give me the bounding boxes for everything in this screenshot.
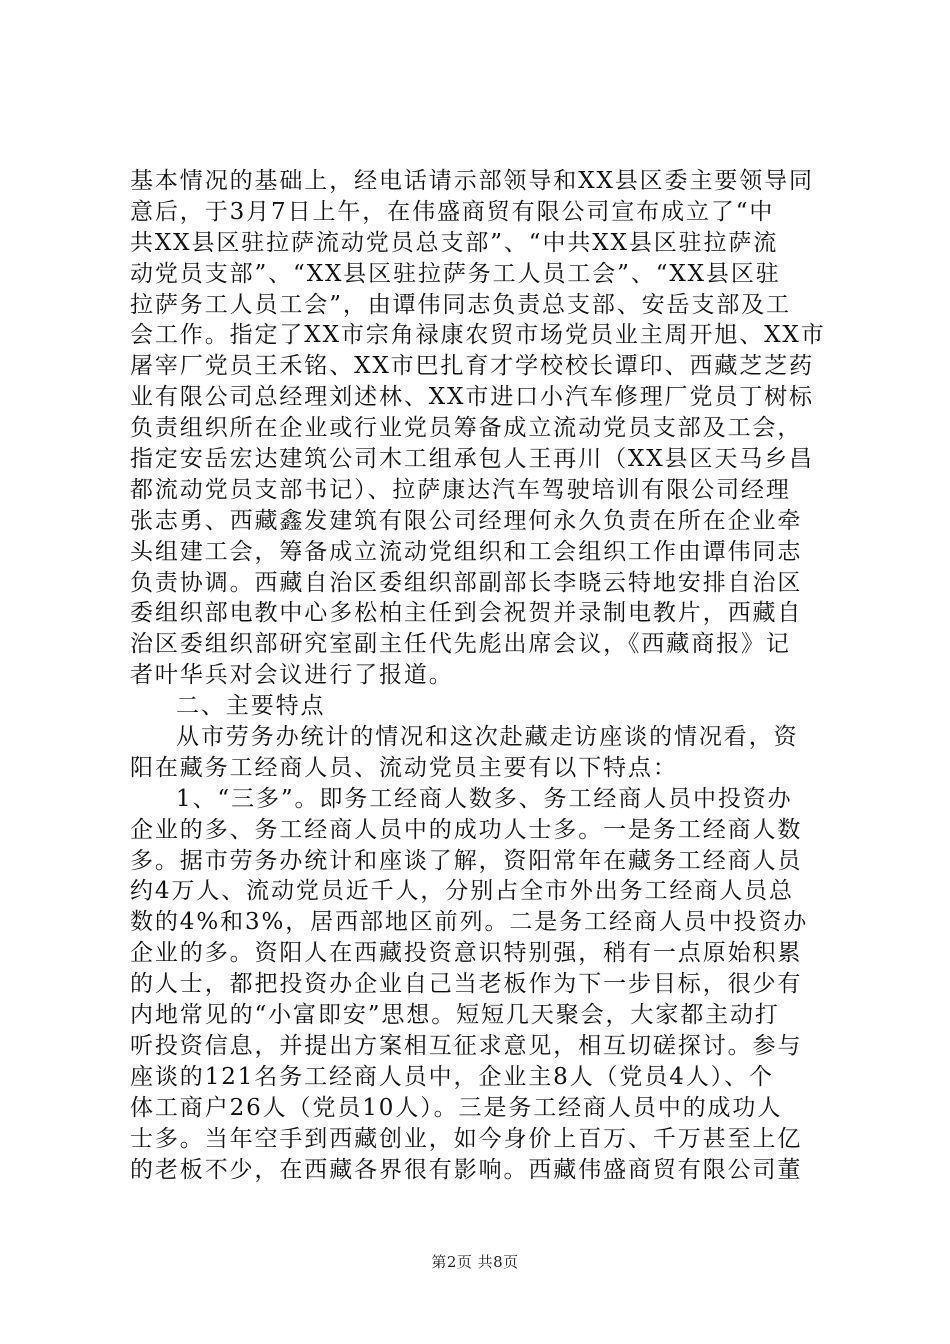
text-line: 拉萨务工人员工会”，由谭伟同志负责总支部、安岳支部及工	[130, 291, 792, 318]
text-line: 的老板不少，在西藏各界很有影响。西藏伟盛商贸有限公司董	[130, 1156, 803, 1183]
text-line: 都流动党员支部书记）、拉萨康达汽车驾驶培训有限公司经理	[130, 476, 791, 503]
text-line: 约4万人、流动党员近千人，分别占全市外出务工经商人员总	[130, 878, 794, 905]
text-line: 二、主要特点	[176, 693, 326, 720]
text-line: 内地常见的“小富即安”思想。短短几天聚会，大家都主动打	[130, 1002, 780, 1029]
text-line: 负责组织所在企业或行业党员筹备成立流动党员支部及工会，	[130, 415, 803, 442]
text-line: 者叶华兵对会议进行了报道。	[130, 662, 454, 689]
text-line: 张志勇、西藏鑫发建筑有限公司经理何永久负责在所在企业牵	[130, 507, 803, 534]
text-line: 治区委组织部研究室副主任代先彪出席会议，《西藏商报》记	[130, 631, 791, 658]
text-line: 听投资信息，并提出方案相互征求意见，相互切磋探讨。参与	[130, 1032, 803, 1059]
text-line: 体工商户26人（党员10人）。三是务工经商人员中的成功人	[130, 1094, 783, 1121]
text-line: 多。据市劳务办统计和座谈了解，资阳常年在藏务工经商人员	[130, 847, 803, 874]
text-line: 基本情况的基础上，经电话请示部领导和XX县区委主要领导同	[130, 168, 814, 194]
text-line: 意后，于3月7日上午，在伟盛商贸有限公司宣布成立了“中	[130, 198, 775, 225]
text-line: 负责协调。西藏自治区委组织部副部长李晓云特地安排自治区	[130, 569, 803, 596]
text-line: 1、“三多”。即务工经商人数多、务工经商人员中投资办	[176, 785, 793, 812]
text-line: 企业的多。资阳人在西藏投资意识特别强，稍有一点原始积累	[130, 940, 803, 967]
text-line: 数的4%和3%，居西部地区前列。二是务工经商人员中投资办	[130, 909, 809, 936]
text-line: 企业的多、务工经商人员中的成功人士多。一是务工经商人数	[130, 816, 803, 843]
text-line: 会工作。指定了XX市宗角禄康农贸市场党员业主周开旭、XX市	[130, 322, 826, 349]
document-body	[130, 166, 835, 1185]
text-line: 动党员支部”、“XX县区驻拉萨务工人员工会”、“XX县区驻	[130, 260, 781, 287]
text-line: 指定安岳宏达建筑公司木工组承包人王再川（XX县区天马乡昌	[130, 446, 814, 473]
text-line: 士多。当年空手到西藏创业，如今身价上百万、千万甚至上亿	[130, 1125, 803, 1152]
page-footer: 第2页 共8页	[431, 1253, 519, 1271]
text-line: 的人士，都把投资办企业自己当老板作为下一步目标，很少有	[130, 971, 803, 998]
text-line: 委组织部电教中心多松柏主任到会祝贺并录制电教片，西藏自	[130, 600, 803, 627]
text-line: 从市劳务办统计的情况和这次赴藏走访座谈的情况看，资	[176, 724, 799, 751]
text-line: 屠宰厂党员王禾铭、XX市巴扎育才学校校长谭印、西藏芝芝药	[130, 353, 814, 380]
text-line: 座谈的121名务工经商人员中，企业主8人（党员4人）、个	[130, 1063, 774, 1090]
text-line: 共XX县区驻拉萨流动党员总支部”、“中共XX县区驻拉萨流	[130, 229, 779, 256]
text-line: 阳在藏务工经商人员、流动党员主要有以下特点：	[130, 754, 678, 781]
text-line: 头组建工会，筹备成立流动党组织和工会组织工作由谭伟同志	[130, 538, 803, 565]
text-line: 业有限公司总经理刘述林、XX市进口小汽车修理厂党员丁树标	[130, 384, 814, 411]
